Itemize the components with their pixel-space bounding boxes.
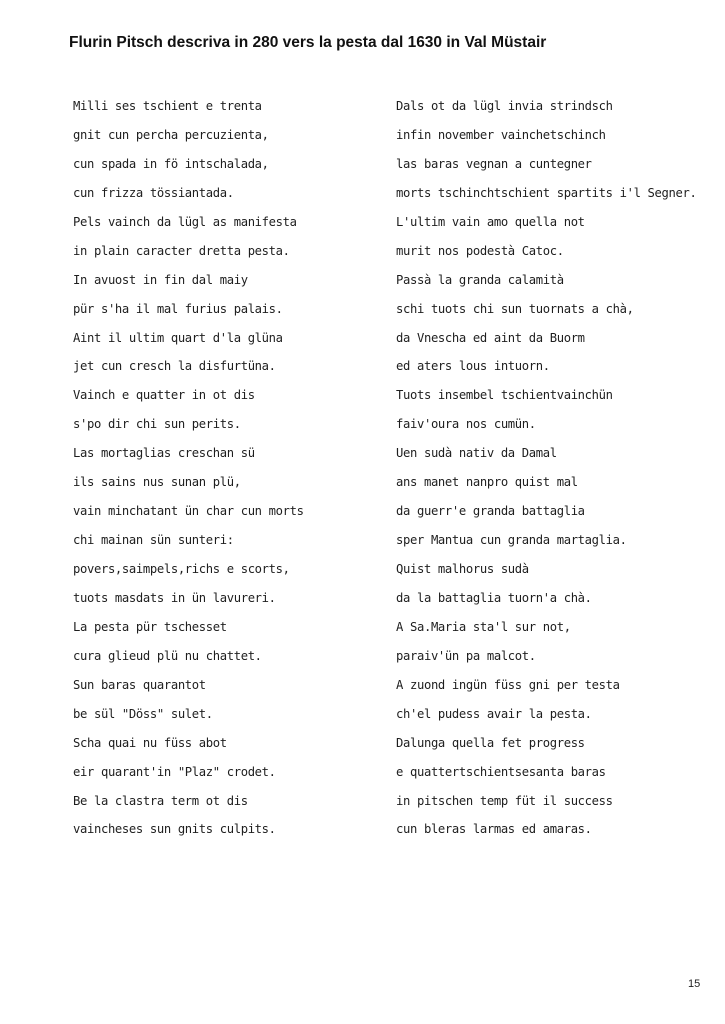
poem-line: in pitschen temp füt il success (396, 793, 613, 808)
poem-column-left (73, 96, 373, 848)
poem-line: vaincheses sun gnits culpits. (73, 822, 276, 837)
poem-line: povers,saimpels,richs e scorts, (73, 562, 290, 576)
poem-line: cun frizza tössiantada. (73, 185, 234, 200)
poem-line: Be la clastra term ot dis (73, 793, 248, 808)
poem-line: gnit cun percha percuzienta, (73, 127, 269, 142)
poem-line: Uen sudà nativ da Damal (396, 446, 557, 461)
poem-line: chi mainan sün sunteri: (73, 533, 234, 548)
poem-line: eir quarant'in "Plaz" crodet. (73, 764, 276, 779)
poem-line: schi tuots chi sun tuornats a chà, (396, 301, 634, 316)
poem-line: ils sains nus sunan plü, (73, 475, 241, 490)
poem-column-right (396, 96, 706, 848)
poem-line: Vainch e quatter in ot dis (73, 388, 255, 403)
poem-line: Scha quai nu füss abot (73, 735, 227, 750)
poem-line: faiv'oura nos cumün. (396, 417, 536, 432)
poem-line: vain minchatant ün char cun morts (73, 504, 304, 519)
poem-line: las baras vegnan a cuntegner (396, 156, 592, 171)
poem-line: Sun baras quarantot (73, 677, 206, 692)
poem-line: cura glieud plü nu chattet. (73, 648, 262, 663)
poem-line: be sül "Döss" sulet. (73, 706, 213, 721)
page-title: Flurin Pitsch descriva in 280 vers la pesta dal 1630 in Val Müstair (69, 34, 547, 52)
poem-line: cun spada in fö intschalada, (73, 156, 269, 171)
poem-line: da Vnescha ed aint da Buorm (396, 330, 585, 345)
poem-line: e quattertschientsesanta baras (396, 764, 606, 779)
poem-line: Las mortaglias creschan sü (73, 446, 255, 461)
poem-line: Dalunga quella fet progress (396, 735, 585, 750)
poem-line: s'po dir chi sun perits. (73, 417, 241, 432)
poem-line: Quist malhorus sudà (396, 562, 529, 576)
poem-line: Milli ses tschient e trenta (73, 99, 262, 113)
poem-line: ans manet nanpro quist mal (396, 475, 578, 490)
poem-line: ch'el pudess avair la pesta. (396, 706, 592, 721)
poem-line: Passà la granda calamità (396, 272, 564, 287)
poem-line: da la battaglia tuorn'a chà. (396, 590, 592, 605)
poem-line: A zuond ingün füss gni per testa (396, 677, 620, 692)
poem-line: In avuost in fin dal maiy (73, 272, 248, 287)
poem-line: cun bleras larmas ed amaras. (396, 822, 592, 837)
poem-line: paraiv'ün pa malcot. (396, 648, 536, 663)
page-number: 15 (688, 978, 701, 990)
poem-line: jet cun cresch la disfurtüna. (73, 359, 276, 374)
poem-line: ed aters lous intuorn. (396, 359, 550, 374)
poem-line: Dals ot da lügl invia strindsch (396, 99, 613, 113)
poem-line: Tuots insembel tschientvainchün (396, 388, 613, 403)
poem-line: morts tschinchtschient spartits i'l Segner. (396, 185, 697, 200)
poem-line: tuots masdats in ün lavureri. (73, 590, 276, 605)
poem-line: La pesta pür tschesset (73, 619, 227, 634)
poem-line: sper Mantua cun granda martaglia. (396, 533, 627, 548)
poem-line: Aint il ultim quart d'la glüna (73, 330, 283, 345)
poem-line: L'ultim vain amo quella not (396, 214, 585, 229)
poem-line: infin november vainchetschinch (396, 127, 606, 142)
poem-line: Pels vainch da lügl as manifesta (73, 214, 297, 229)
poem-line: murit nos podestà Catoc. (396, 243, 564, 258)
poem-line: da guerr'e granda battaglia (396, 504, 585, 519)
poem-line: A Sa.Maria sta'l sur not, (396, 619, 571, 634)
poem-line: pür s'ha il mal furius palais. (73, 301, 283, 316)
poem-line: in plain caracter dretta pesta. (73, 243, 290, 258)
